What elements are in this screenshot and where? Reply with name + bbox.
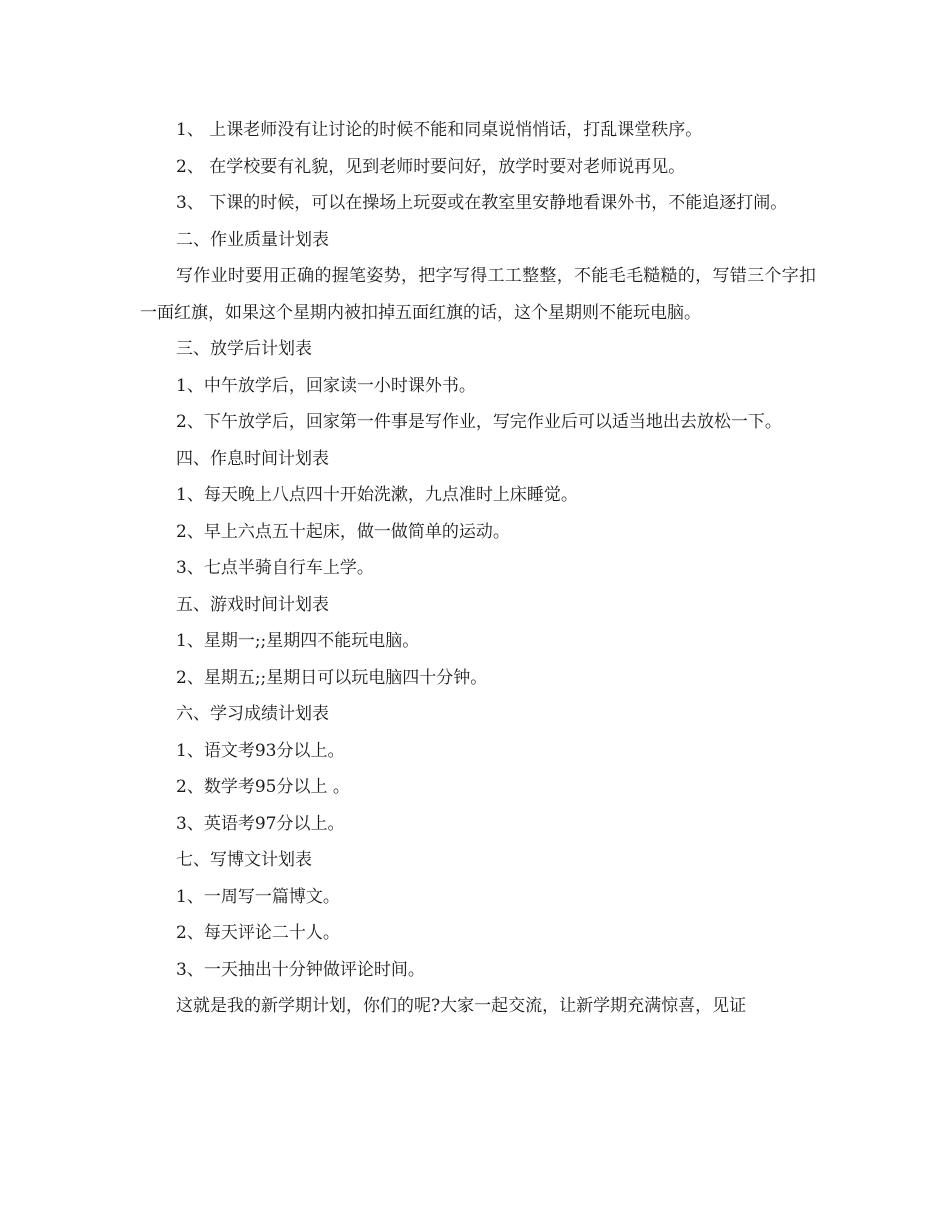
list-item-blog-2: 2、每天评论二十人。 xyxy=(176,923,340,943)
list-item-rule-3: 3、 下课的时候，可以在操场上玩耍或在教室里安静地看课外书，不能追逐打闹。 xyxy=(176,193,788,213)
list-item-after-school-1: 1、中午放学后，回家读一小时课外书。 xyxy=(176,375,476,396)
list-item-grades-3: 3、英语考97分以上。 xyxy=(176,813,345,834)
section-heading-homework: 二、作业质量计划表 xyxy=(176,229,329,250)
document-body xyxy=(140,112,816,1025)
section-heading-after-school: 三、放学后计划表 xyxy=(176,339,312,359)
section-heading-blog: 七、写博文计划表 xyxy=(176,850,312,870)
list-item-blog-3: 3、一天抽出十分钟做评论时间。 xyxy=(176,959,425,980)
list-item-game-time-2: 2、星期五;;星期日可以玩电脑四十分钟。 xyxy=(176,667,488,688)
list-item-schedule-1: 1、每天晚上八点四十开始洗漱，九点准时上床睡觉。 xyxy=(176,485,578,505)
list-item-blog-1: 1、一周写一篇博文。 xyxy=(176,886,340,907)
list-item-rule-1: 1、 上课老师没有让讨论的时候不能和同桌说悄悄话，打乱课堂秩序。 xyxy=(176,120,703,140)
list-item-grades-2: 2、数学考95分以上 。 xyxy=(176,777,350,797)
list-item-rule-2: 2、 在学校要有礼貌，见到老师时要问好，放学时要对老师说再见。 xyxy=(176,156,686,177)
list-item-schedule-3: 3、七点半骑自行车上学。 xyxy=(176,558,374,578)
list-item-grades-1: 1、语文考93分以上。 xyxy=(176,740,345,761)
section-heading-schedule: 四、作息时间计划表 xyxy=(176,448,329,469)
section-heading-grades: 六、学习成绩计划表 xyxy=(176,704,329,724)
paragraph-homework: 写作业时要用正确的握笔姿势，把字写得工工整整，不能毛毛糙糙的，写错三个字扣一面红旗，如果这个星期内被扣掉五面红旗的话，这个星期则不能玩电脑。 xyxy=(140,266,816,323)
list-item-schedule-2: 2、早上六点五十起床，做一做简单的运动。 xyxy=(176,521,510,542)
list-item-after-school-2: 2、下午放学后，回家第一件事是写作业，写完作业后可以适当地出去放松一下。 xyxy=(176,412,782,432)
list-item-game-time-1: 1、星期一;;星期四不能玩电脑。 xyxy=(176,631,420,651)
section-heading-game-time: 五、游戏时间计划表 xyxy=(176,594,329,615)
paragraph-closing: 这就是我的新学期计划，你们的呢?大家一起交流，让新学期充满惊喜，见证 xyxy=(176,996,747,1016)
